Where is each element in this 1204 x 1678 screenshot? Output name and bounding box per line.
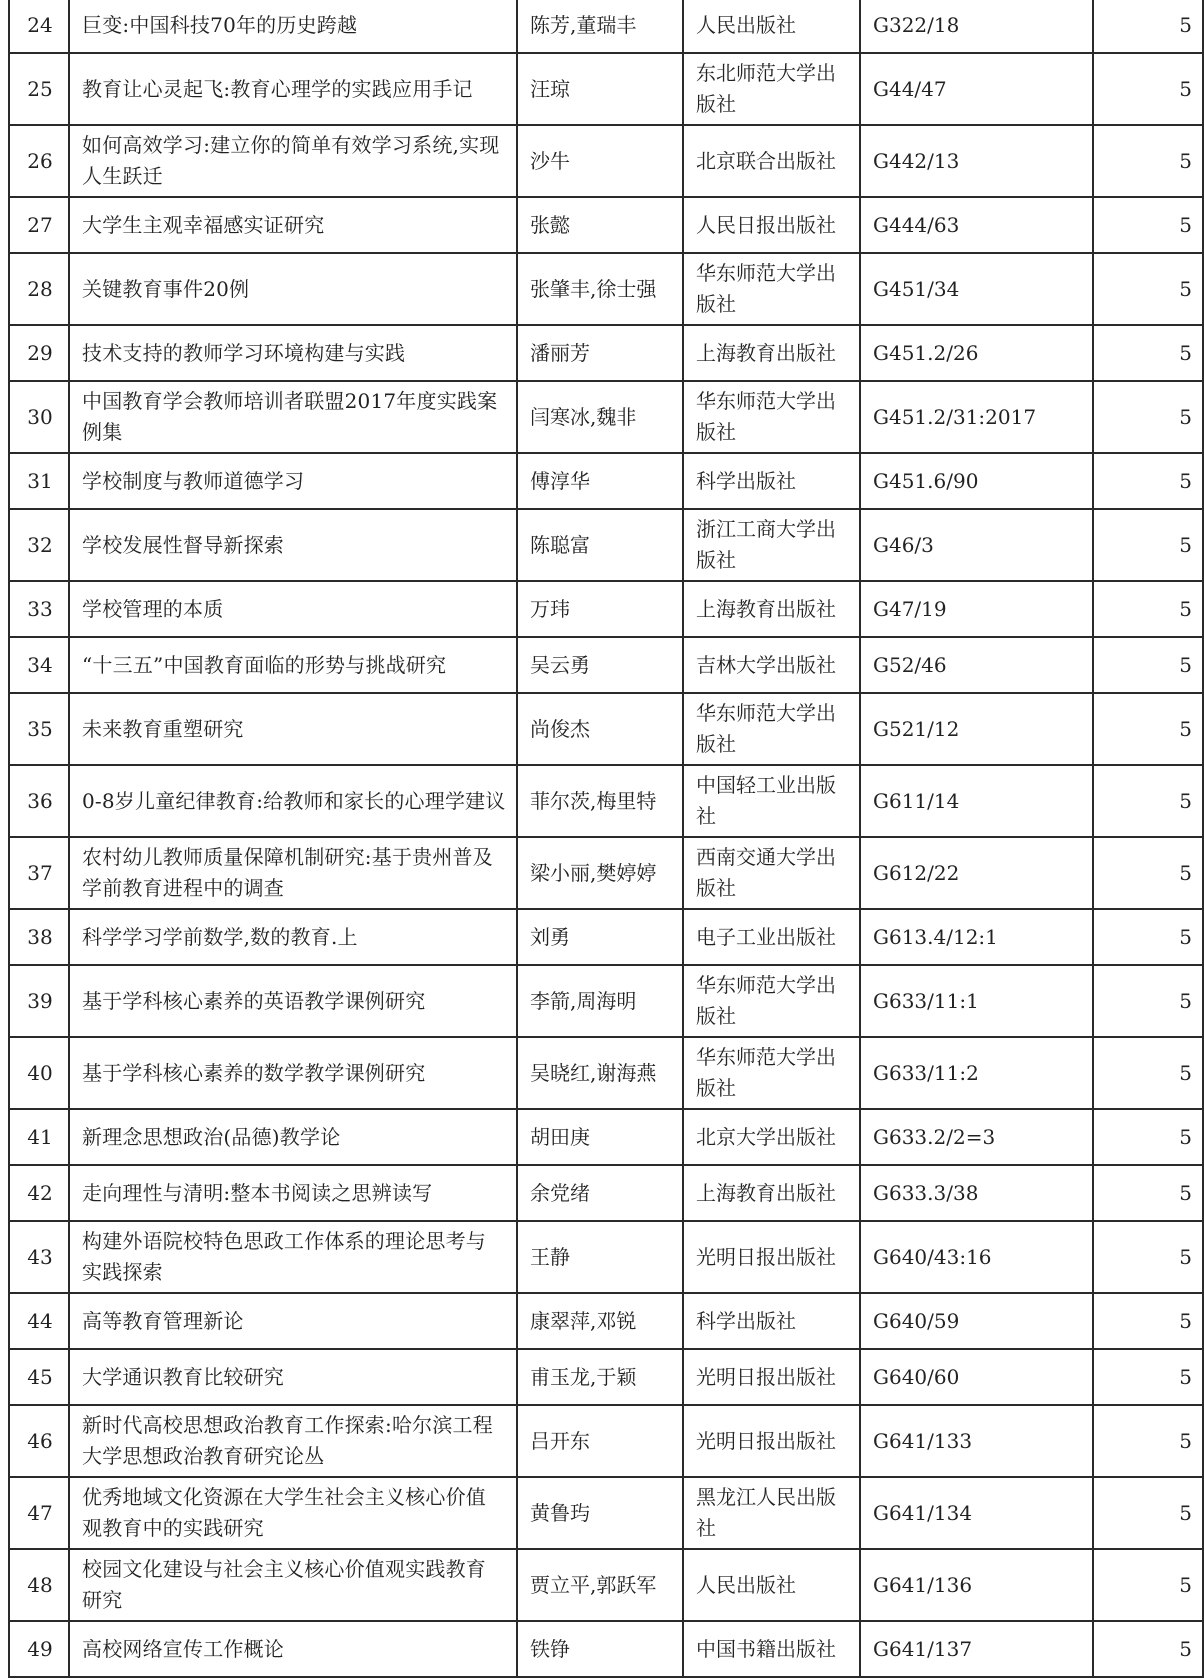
book-title: 高校网络宣传工作概论 <box>69 1621 517 1677</box>
table-row <box>9 325 1203 381</box>
book-title: 基于学科核心素养的英语教学课例研究 <box>69 965 517 1037</box>
book-author: 贾立平,郭跃军 <box>517 1549 683 1621</box>
table-row <box>9 1293 1203 1349</box>
book-publisher: 华东师范大学出版社 <box>683 1037 860 1109</box>
copy-count: 5 <box>1093 965 1203 1037</box>
call-number: G451.6/90 <box>860 453 1093 509</box>
book-title: 高等教育管理新论 <box>69 1293 517 1349</box>
call-number: G611/14 <box>860 765 1093 837</box>
call-number: G613.4/12:1 <box>860 909 1093 965</box>
book-title: 大学生主观幸福感实证研究 <box>69 197 517 253</box>
copy-count: 5 <box>1093 909 1203 965</box>
copy-count: 5 <box>1093 1037 1203 1109</box>
book-author: 张懿 <box>517 197 683 253</box>
book-title: 学校发展性督导新探索 <box>69 509 517 581</box>
call-number: G633/11:1 <box>860 965 1093 1037</box>
copy-count: 5 <box>1093 1109 1203 1165</box>
call-number: G633.3/38 <box>860 1165 1093 1221</box>
copy-count: 5 <box>1093 53 1203 125</box>
book-publisher: 人民出版社 <box>683 1549 860 1621</box>
table-row <box>9 581 1203 637</box>
book-title: 关键教育事件20例 <box>69 253 517 325</box>
book-author: 沙牛 <box>517 125 683 197</box>
copy-count: 5 <box>1093 253 1203 325</box>
copy-count: 5 <box>1093 453 1203 509</box>
call-number: G46/3 <box>860 509 1093 581</box>
book-publisher: 北京联合出版社 <box>683 125 860 197</box>
book-publisher: 光明日报出版社 <box>683 1349 860 1405</box>
table-row <box>9 1109 1203 1165</box>
book-author: 刘勇 <box>517 909 683 965</box>
call-number: G44/47 <box>860 53 1093 125</box>
book-publisher: 中国书籍出版社 <box>683 1621 860 1677</box>
book-author: 余党绪 <box>517 1165 683 1221</box>
book-author: 黄鲁玙 <box>517 1477 683 1549</box>
book-publisher: 上海教育出版社 <box>683 325 860 381</box>
book-publisher: 光明日报出版社 <box>683 1221 860 1293</box>
call-number: G451.2/31:2017 <box>860 381 1093 453</box>
book-publisher: 华东师范大学出版社 <box>683 381 860 453</box>
call-number: G521/12 <box>860 693 1093 765</box>
book-publisher: 浙江工商大学出版社 <box>683 509 860 581</box>
book-author: 铁铮 <box>517 1621 683 1677</box>
row-number: 29 <box>9 325 69 381</box>
book-title: 优秀地域文化资源在大学生社会主义核心价值观教育中的实践研究 <box>69 1477 517 1549</box>
row-number: 27 <box>9 197 69 253</box>
copy-count: 5 <box>1093 1165 1203 1221</box>
table-row <box>9 1037 1203 1109</box>
table-body <box>9 0 1203 1677</box>
row-number: 42 <box>9 1165 69 1221</box>
table-row <box>9 1621 1203 1677</box>
book-publisher: 东北师范大学出版社 <box>683 53 860 125</box>
book-publisher: 西南交通大学出版社 <box>683 837 860 909</box>
book-title: 走向理性与清明:整本书阅读之思辨读写 <box>69 1165 517 1221</box>
table-row <box>9 253 1203 325</box>
copy-count: 5 <box>1093 1293 1203 1349</box>
table-row <box>9 0 1203 53</box>
book-publisher: 黑龙江人民出版社 <box>683 1477 860 1549</box>
row-number: 46 <box>9 1405 69 1477</box>
table-row <box>9 381 1203 453</box>
call-number: G47/19 <box>860 581 1093 637</box>
row-number: 39 <box>9 965 69 1037</box>
call-number: G641/133 <box>860 1405 1093 1477</box>
call-number: G322/18 <box>860 0 1093 53</box>
copy-count: 5 <box>1093 1405 1203 1477</box>
table-row <box>9 53 1203 125</box>
call-number: G451/34 <box>860 253 1093 325</box>
copy-count: 5 <box>1093 1477 1203 1549</box>
call-number: G633.2/2=3 <box>860 1109 1093 1165</box>
copy-count: 5 <box>1093 637 1203 693</box>
call-number: G442/13 <box>860 125 1093 197</box>
book-title: 0-8岁儿童纪律教育:给教师和家长的心理学建议 <box>69 765 517 837</box>
table-row <box>9 1221 1203 1293</box>
copy-count: 5 <box>1093 1221 1203 1293</box>
call-number: G641/134 <box>860 1477 1093 1549</box>
table-row <box>9 693 1203 765</box>
row-number: 25 <box>9 53 69 125</box>
book-author: 梁小丽,樊婷婷 <box>517 837 683 909</box>
table-row <box>9 1405 1203 1477</box>
book-title: 新时代高校思想政治教育工作探索:哈尔滨工程大学思想政治教育研究论丛 <box>69 1405 517 1477</box>
book-author: 甫玉龙,于颖 <box>517 1349 683 1405</box>
book-author: 傅淳华 <box>517 453 683 509</box>
table-row <box>9 125 1203 197</box>
book-publisher: 科学出版社 <box>683 1293 860 1349</box>
row-number: 26 <box>9 125 69 197</box>
call-number: G640/60 <box>860 1349 1093 1405</box>
book-title: 新理念思想政治(品德)教学论 <box>69 1109 517 1165</box>
book-author: 潘丽芳 <box>517 325 683 381</box>
call-number: G641/136 <box>860 1549 1093 1621</box>
copy-count: 5 <box>1093 581 1203 637</box>
book-publisher: 北京大学出版社 <box>683 1109 860 1165</box>
row-number: 36 <box>9 765 69 837</box>
copy-count: 5 <box>1093 1621 1203 1677</box>
row-number: 41 <box>9 1109 69 1165</box>
book-title: 基于学科核心素养的数学教学课例研究 <box>69 1037 517 1109</box>
book-title: 巨变:中国科技70年的历史跨越 <box>69 0 517 53</box>
call-number: G640/43:16 <box>860 1221 1093 1293</box>
copy-count: 5 <box>1093 1349 1203 1405</box>
book-title: 技术支持的教师学习环境构建与实践 <box>69 325 517 381</box>
table-row <box>9 509 1203 581</box>
book-author: 万玮 <box>517 581 683 637</box>
book-publisher: 华东师范大学出版社 <box>683 253 860 325</box>
copy-count: 5 <box>1093 1549 1203 1621</box>
book-title: 中国教育学会教师培训者联盟2017年度实践案例集 <box>69 381 517 453</box>
book-publisher: 人民日报出版社 <box>683 197 860 253</box>
book-publisher: 上海教育出版社 <box>683 581 860 637</box>
table-row <box>9 453 1203 509</box>
book-author: 胡田庚 <box>517 1109 683 1165</box>
table-row <box>9 1165 1203 1221</box>
row-number: 34 <box>9 637 69 693</box>
row-number: 28 <box>9 253 69 325</box>
book-author: 王静 <box>517 1221 683 1293</box>
copy-count: 5 <box>1093 765 1203 837</box>
row-number: 24 <box>9 0 69 53</box>
book-author: 吴晓红,谢海燕 <box>517 1037 683 1109</box>
row-number: 47 <box>9 1477 69 1549</box>
table-row <box>9 637 1203 693</box>
book-author: 陈芳,董瑞丰 <box>517 0 683 53</box>
table-row <box>9 909 1203 965</box>
copy-count: 5 <box>1093 325 1203 381</box>
table-row <box>9 965 1203 1037</box>
call-number: G641/137 <box>860 1621 1093 1677</box>
book-publisher: 人民出版社 <box>683 0 860 53</box>
book-title: 构建外语院校特色思政工作体系的理论思考与实践探索 <box>69 1221 517 1293</box>
call-number: G52/46 <box>860 637 1093 693</box>
book-author: 尚俊杰 <box>517 693 683 765</box>
book-author: 陈聪富 <box>517 509 683 581</box>
book-author: 吴云勇 <box>517 637 683 693</box>
book-publisher: 中国轻工业出版社 <box>683 765 860 837</box>
book-publisher: 华东师范大学出版社 <box>683 693 860 765</box>
book-title: 教育让心灵起飞:教育心理学的实践应用手记 <box>69 53 517 125</box>
row-number: 45 <box>9 1349 69 1405</box>
book-author: 康翠萍,邓锐 <box>517 1293 683 1349</box>
table-row <box>9 1549 1203 1621</box>
book-publisher: 科学出版社 <box>683 453 860 509</box>
copy-count: 5 <box>1093 693 1203 765</box>
row-number: 48 <box>9 1549 69 1621</box>
book-publisher: 吉林大学出版社 <box>683 637 860 693</box>
book-author: 张肇丰,徐士强 <box>517 253 683 325</box>
call-number: G451.2/26 <box>860 325 1093 381</box>
book-list-table <box>8 0 1204 1678</box>
book-title: “十三五”中国教育面临的形势与挑战研究 <box>69 637 517 693</box>
book-title: 学校制度与教师道德学习 <box>69 453 517 509</box>
row-number: 40 <box>9 1037 69 1109</box>
row-number: 35 <box>9 693 69 765</box>
book-title: 如何高效学习:建立你的简单有效学习系统,实现人生跃迁 <box>69 125 517 197</box>
table-row <box>9 1477 1203 1549</box>
book-title: 学校管理的本质 <box>69 581 517 637</box>
row-number: 49 <box>9 1621 69 1677</box>
book-author: 吕开东 <box>517 1405 683 1477</box>
book-publisher: 光明日报出版社 <box>683 1405 860 1477</box>
book-title: 校园文化建设与社会主义核心价值观实践教育研究 <box>69 1549 517 1621</box>
book-publisher: 华东师范大学出版社 <box>683 965 860 1037</box>
table-row <box>9 765 1203 837</box>
call-number: G640/59 <box>860 1293 1093 1349</box>
row-number: 38 <box>9 909 69 965</box>
copy-count: 5 <box>1093 197 1203 253</box>
book-author: 李箭,周海明 <box>517 965 683 1037</box>
row-number: 44 <box>9 1293 69 1349</box>
book-author: 汪琼 <box>517 53 683 125</box>
row-number: 31 <box>9 453 69 509</box>
row-number: 43 <box>9 1221 69 1293</box>
call-number: G612/22 <box>860 837 1093 909</box>
table-row <box>9 837 1203 909</box>
table-row <box>9 1349 1203 1405</box>
book-publisher: 上海教育出版社 <box>683 1165 860 1221</box>
book-author: 闫寒冰,魏非 <box>517 381 683 453</box>
book-title: 未来教育重塑研究 <box>69 693 517 765</box>
book-author: 菲尔茨,梅里特 <box>517 765 683 837</box>
book-title: 农村幼儿教师质量保障机制研究:基于贵州普及学前教育进程中的调查 <box>69 837 517 909</box>
copy-count: 5 <box>1093 0 1203 53</box>
row-number: 37 <box>9 837 69 909</box>
book-title: 大学通识教育比较研究 <box>69 1349 517 1405</box>
book-publisher: 电子工业出版社 <box>683 909 860 965</box>
row-number: 30 <box>9 381 69 453</box>
row-number: 32 <box>9 509 69 581</box>
call-number: G444/63 <box>860 197 1093 253</box>
copy-count: 5 <box>1093 125 1203 197</box>
copy-count: 5 <box>1093 837 1203 909</box>
book-title: 科学学习学前数学,数的教育.上 <box>69 909 517 965</box>
copy-count: 5 <box>1093 381 1203 453</box>
call-number: G633/11:2 <box>860 1037 1093 1109</box>
table-row <box>9 197 1203 253</box>
copy-count: 5 <box>1093 509 1203 581</box>
row-number: 33 <box>9 581 69 637</box>
